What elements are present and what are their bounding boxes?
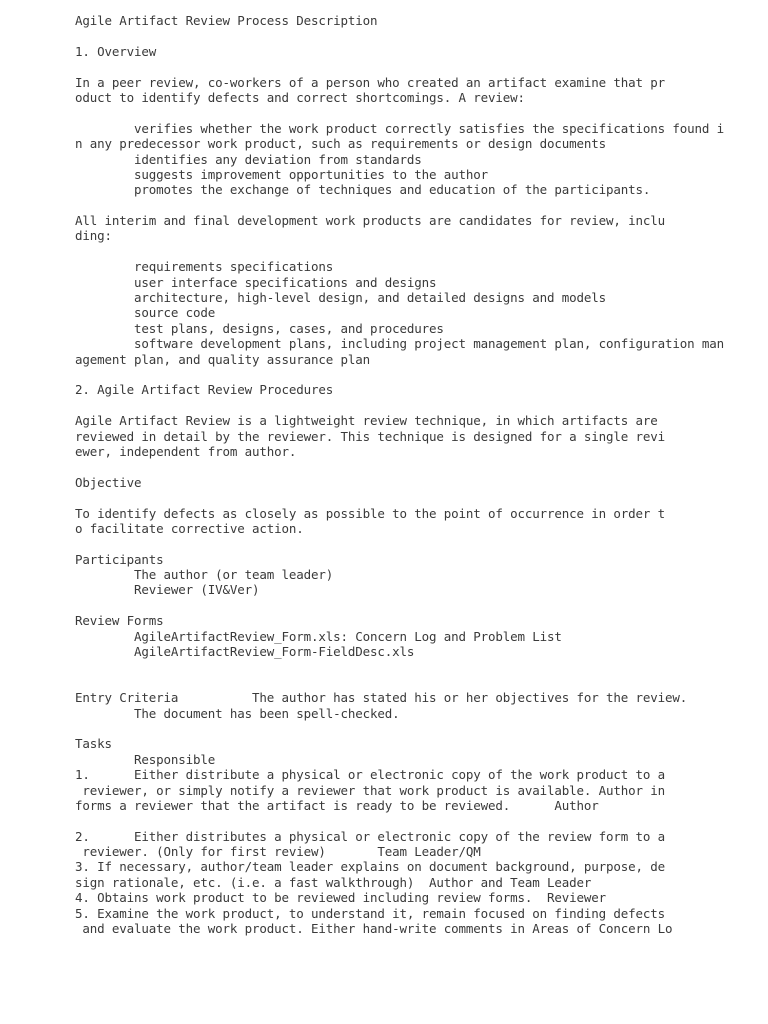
document-line: agement plan, and quality assurance plan — [75, 351, 371, 367]
document-line: source code — [75, 305, 216, 321]
document-line: suggests improvement opportunities to the author — [75, 166, 489, 182]
document-line — [75, 244, 745, 259]
document-line — [75, 198, 745, 213]
document-line: requirements specifications — [75, 259, 334, 275]
document-line: 3. If necessary, author/team leader explains on document background, purpose, de — [75, 859, 666, 875]
document-line: sign rationale, etc. (i.e. a fast walkthrough) Author and Team Leader — [75, 874, 592, 890]
document-line — [75, 367, 745, 382]
document-line: Entry Criteria The author has stated his or her objectives for the review. — [75, 690, 688, 706]
document-line — [75, 105, 745, 120]
document-line: To identify defects as closely as possible to the point of occurrence in order t — [75, 505, 666, 521]
document-line: 1. Either distribute a physical or electronic copy of the work product to a — [75, 767, 666, 783]
document-line — [75, 675, 745, 690]
document-line: In a peer review, co-workers of a person who created an artifact examine that pr — [75, 74, 666, 90]
document-body — [75, 13, 745, 936]
document-line: AgileArtifactReview_Form-FieldDesc.xls — [75, 644, 415, 660]
document-line — [75, 459, 745, 474]
document-line: user interface specifications and designs — [75, 274, 437, 290]
document-line: The author (or team leader) — [75, 567, 334, 583]
document-line: AgileArtifactReview_Form.xls: Concern Log and Problem List — [75, 628, 562, 644]
document-line: reviewed in detail by the reviewer. This technique is designed for a single revi — [75, 428, 666, 444]
document-line: reviewer, or simply notify a reviewer that work product is available. Author in — [75, 782, 666, 798]
document-line: Agile Artifact Review Process Description — [75, 13, 378, 28]
document-line: oduct to identify defects and correct shortcomings. A review: — [75, 89, 525, 105]
document-line: Review Forms — [75, 613, 164, 629]
document-line: ewer, independent from author. — [75, 443, 297, 459]
document-line — [75, 490, 745, 505]
document-line: and evaluate the work product. Either hand-write comments in Areas of Concern Lo — [75, 921, 673, 937]
document-line: promotes the exchange of techniques and education of the participants. — [75, 182, 651, 198]
document-line — [75, 398, 745, 413]
document-line — [75, 536, 745, 551]
document-line — [75, 659, 745, 674]
document-line: 5. Examine the work product, to understand it, remain focused on finding defects — [75, 905, 666, 921]
document-line: software development plans, including project management plan, configuration man — [75, 336, 725, 352]
document-line: Agile Artifact Review is a lightweight review technique, in which artifacts are — [75, 413, 658, 429]
document-line: Responsible — [75, 751, 216, 767]
document-line — [75, 59, 745, 74]
document-line: 4. Obtains work product to be reviewed including review forms. Reviewer — [75, 890, 607, 906]
document-line: Reviewer (IV&Ver) — [75, 582, 260, 598]
document-line: test plans, designs, cases, and procedures — [75, 320, 444, 336]
document-line: forms a reviewer that the artifact is ready to be reviewed. Author — [75, 797, 599, 813]
document-line: identifies any deviation from standards — [75, 151, 422, 167]
document-line: ding: — [75, 228, 112, 244]
document-line: All interim and final development work products are candidates for review, inclu — [75, 213, 666, 229]
document-line: architecture, high-level design, and detailed designs and models — [75, 290, 607, 306]
document-line: verifies whether the work product correctly satisfies the specifications found i — [75, 120, 725, 136]
document-line — [75, 598, 745, 613]
document-line: 2. Agile Artifact Review Procedures — [75, 382, 334, 398]
document-line — [75, 813, 745, 828]
document-line: 1. Overview — [75, 43, 157, 59]
document-line: Tasks — [75, 736, 112, 752]
document-line — [75, 721, 745, 736]
document-line — [75, 28, 745, 43]
document-line: The document has been spell-checked. — [75, 705, 400, 721]
document-line: Objective — [75, 474, 142, 490]
document-line: Participants — [75, 551, 164, 567]
document-line: n any predecessor work product, such as requirements or design documents — [75, 136, 607, 152]
document-line: 2. Either distributes a physical or electronic copy of the review form to a — [75, 828, 666, 844]
document-line: o facilitate corrective action. — [75, 520, 304, 536]
document-line: reviewer. (Only for first review) Team Leader/QM — [75, 844, 481, 860]
